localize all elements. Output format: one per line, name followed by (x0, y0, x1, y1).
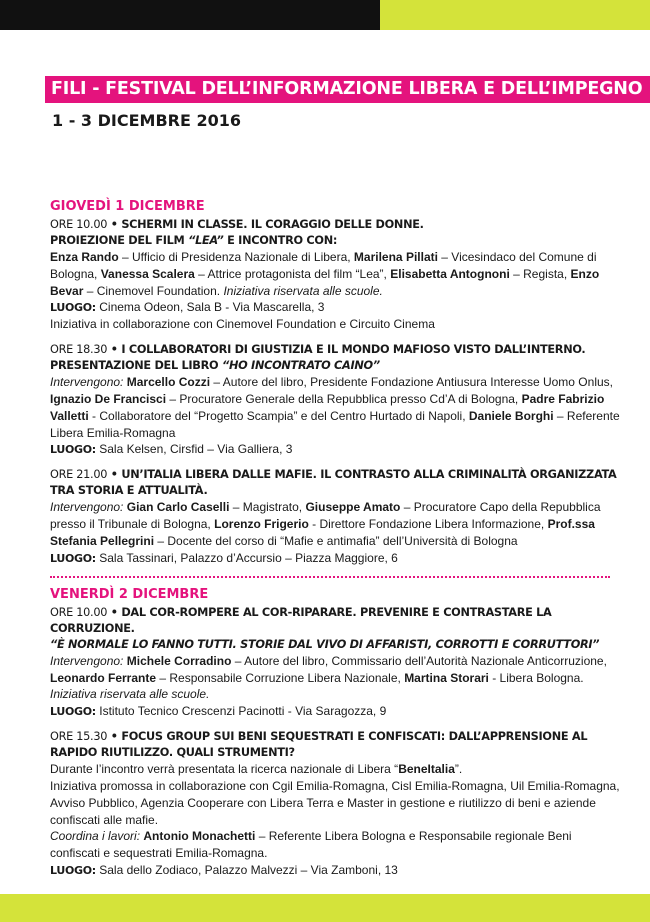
event-description (50, 761, 620, 778)
speaker-name: Lorenzo Frigerio (214, 517, 309, 532)
coordinator-label: Coordina i lavori: (50, 829, 141, 844)
location-label: LUOGO: (50, 443, 96, 457)
book-title: “HO INCONTRATO CAINO” (221, 359, 380, 373)
event-title: UN’ITALIA LIBERA DALLE MAFIE. IL CONTRASTO ALLA CRIMINALITÀ ORGANIZZATA TRA STORIA E ATTUALITÀ. (50, 468, 617, 498)
bottom-lime-bar (0, 894, 650, 922)
event-day2-1530 (50, 729, 620, 879)
top-black-bar (0, 0, 380, 30)
event-subtitle: PRESENTAZIONE DEL LIBRO (50, 359, 219, 373)
location-text: Istituto Tecnico Crescenzi Pacinotti - Via Saragozza, 9 (99, 704, 387, 719)
event-day2-1000 (50, 605, 620, 720)
speaker-name: Martina Storari (404, 670, 489, 685)
description-text: ”. (454, 762, 463, 777)
bullet: • (110, 468, 118, 482)
location-label: LUOGO: (50, 863, 96, 877)
speaker-role: – Responsabile Corruzione Libera Nazionale, (156, 670, 405, 685)
day-header-giovedi: GIOVEDÌ 1 DICEMBRE (50, 199, 205, 214)
speaker-role: – Regista, (509, 266, 571, 281)
event-time: ORE 21.00 (50, 468, 108, 482)
event-heading (50, 605, 620, 653)
event-title: DAL COR-ROMPERE AL COR-RIPARARE. PREVENIRE E CONTRASTARE LA CORRUZIONE. (50, 605, 552, 635)
location-text: Sala Kelsen, Cirsfid – Via Galliera, 3 (99, 442, 293, 457)
location-label: LUOGO: (50, 551, 96, 565)
event-time: ORE 10.00 (50, 605, 108, 619)
speaker-name: Prof.ssa Stefania Pellegrini (50, 517, 595, 548)
event-time: ORE 15.30 (50, 730, 108, 744)
event-location (50, 550, 620, 567)
speaker-name: Daniele Borghi (468, 408, 554, 423)
speaker-role: – Referente Libera Emilia-Romagna (50, 408, 620, 440)
speaker-name: Marilena Pillati (353, 250, 438, 264)
speaker-role: – Procuratore Capo della Repubblica presso il Tribunale di Bologna, (50, 500, 601, 532)
event-heading (50, 467, 620, 499)
event-location (50, 299, 620, 316)
event-subtitle: PROIEZIONE DEL FILM (50, 234, 185, 247)
location-label: LUOGO: (50, 705, 96, 719)
event-day1-2100 (50, 467, 620, 566)
event-day1-1000 (50, 217, 620, 333)
event-day1-1830 (50, 342, 620, 458)
speakers (50, 499, 620, 549)
program-content (50, 198, 620, 888)
bullet: • (110, 605, 118, 619)
speaker-role: – Docente del corso di “Mafie e antimafia” dell’Università di Bologna (154, 533, 518, 548)
speakers-intro: Intervengono: (50, 375, 124, 390)
top-lime-bar (380, 0, 650, 30)
speaker-name: Giuseppe Amato (305, 500, 401, 515)
speaker-role: – Ufficio di Presidenza Nazionale di Libera, (118, 250, 354, 264)
speaker-role: - Direttore Fondazione Libera Informazione, (308, 517, 548, 532)
festival-dates: 1 - 3 DICEMBRE 2016 (52, 111, 241, 130)
event-note: Iniziativa riservata alle scuole. (50, 687, 210, 702)
event-heading (50, 342, 620, 374)
speaker-name: Ignazio De Francisci (50, 391, 167, 406)
speaker-role: – Autore del libro, Presidente Fondazione Antiusura Interesse Uomo Onlus, (210, 375, 613, 390)
speaker-role: – Cinemovel Foundation. (83, 283, 224, 298)
film-title: “LEA” (188, 234, 224, 247)
event-time: ORE 10.00 (50, 218, 108, 231)
event-partners: Iniziativa promossa in collaborazione con Cgil Emilia-Romagna, Cisl Emilia-Romagna, Uil Emilia-Romagna, Avviso Pubblico, Agenzia Cooperare con Libera Terra e Master in gestione e riutilizzo di beni e aziende confiscati alle mafie. (50, 778, 620, 827)
dotted-divider (50, 576, 610, 578)
event-coordinator (50, 828, 620, 862)
speaker-name: Enzo Bevar (50, 266, 600, 298)
bullet: • (110, 218, 118, 231)
event-location (50, 862, 620, 879)
speakers (50, 653, 620, 703)
book-title: “È NORMALE LO FANNO TUTTI. STORIE DAL VIVO DI AFFARISTI, CORROTTI E CORRUTTORI” (50, 637, 600, 651)
speaker-name: Michele Corradino (126, 653, 232, 668)
speaker-name: Marcello Cozzi (126, 375, 211, 390)
speaker-role: – Attrice protagonista del film “Lea”, (194, 266, 391, 281)
speaker-name: Padre Fabrizio Valletti (50, 391, 605, 423)
speaker-role: – Autore del libro, Commissario dell’Autorità Nazionale Anticorruzione, (231, 653, 607, 668)
speakers (50, 374, 620, 441)
event-location (50, 703, 620, 720)
location-text: Sala Tassinari, Palazzo d’Accursio – Piazza Maggiore, 6 (99, 550, 398, 565)
event-location (50, 441, 620, 458)
speaker-name: Antonio Monachetti (143, 829, 256, 844)
speakers-intro: Intervengono: (50, 500, 124, 515)
location-text: Sala dello Zodiaco, Palazzo Malvezzi – Via Zamboni, 13 (99, 862, 398, 877)
event-subtitle-end: E INCONTRO CON: (227, 234, 338, 247)
event-heading (50, 729, 620, 761)
bullet: • (110, 343, 118, 357)
speakers (50, 249, 620, 299)
bullet: • (110, 730, 118, 744)
speaker-role: – Referente Libera Bologna e Responsabile regionale Beni confiscati e sequestrati Emilia-Romagna. (50, 829, 572, 861)
festival-title: FILI - FESTIVAL DELL’INFORMAZIONE LIBERA E DELL’IMPEGNO (45, 76, 650, 103)
speaker-role: - Libera Bologna. (488, 670, 584, 685)
event-extra: Iniziativa in collaborazione con Cinemovel Foundation e Circuito Cinema (50, 317, 435, 332)
speaker-name: Elisabetta Antognoni (390, 266, 510, 281)
speaker-name: Enza Rando (50, 250, 119, 264)
speakers-intro: Intervengono: (50, 653, 124, 668)
speaker-name: Leonardo Ferrante (50, 670, 157, 685)
event-time: ORE 18.30 (50, 343, 108, 357)
location-text: Cinema Odeon, Sala B - Via Mascarella, 3 (99, 300, 325, 315)
event-heading (50, 217, 620, 249)
day-header-venerdi: VENERDÌ 2 DICEMBRE (50, 586, 209, 602)
event-title: SCHERMI IN CLASSE. IL CORAGGIO DELLE DONNE. (121, 218, 424, 231)
speaker-role: – Procuratore Generale della Repubblica presso Cd’A di Bologna, (166, 391, 522, 406)
location-label: LUOGO: (50, 301, 96, 315)
event-title: FOCUS GROUP SUI BENI SEQUESTRATI E CONFISCATI: DALL’APPRENSIONE AL RAPIDO RIUTILIZZO. QUALI STRUMENTI? (50, 730, 588, 760)
speaker-name: Gian Carlo Caselli (126, 500, 230, 515)
speaker-role: - Collaboratore del “Progetto Scampia” e del Centro Hurtado di Napoli, (88, 408, 469, 423)
speaker-role: – Vicesindaco del Comune di Bologna, (50, 250, 597, 281)
event-title: I COLLABORATORI DI GIUSTIZIA E IL MONDO MAFIOSO VISTO DALL’INTERNO. (121, 343, 586, 357)
speaker-role: – Magistrato, (229, 500, 306, 515)
event-note: Iniziativa riservata alle scuole. (223, 283, 383, 298)
speaker-name: Vanessa Scalera (100, 266, 195, 281)
description-text: Durante l’incontro verrà presentata la ricerca nazionale di Libera “ (50, 762, 399, 777)
research-name: BeneItalia (398, 762, 455, 777)
